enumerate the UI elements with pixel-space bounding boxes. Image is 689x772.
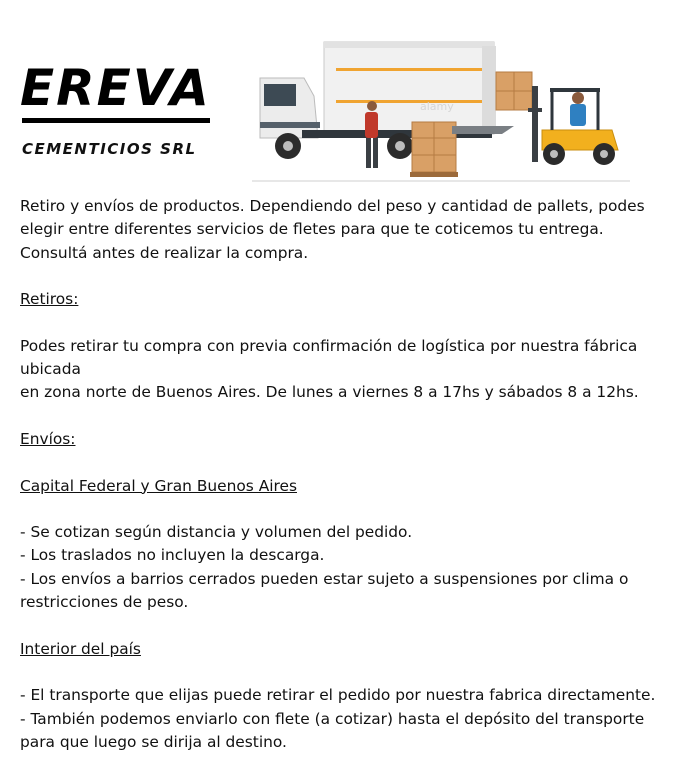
envios-heading: Envíos: <box>20 429 76 448</box>
retiros-heading: Retiros: <box>20 290 79 309</box>
document-body <box>20 195 660 754</box>
interior-item: - También podemos enviarlo con flete (a cotizar) hasta el depósito del transporte <box>20 709 645 728</box>
capital-item: - Los traslados no incluyen la descarga. <box>20 546 325 565</box>
intro-line: Retiro y envíos de productos. Dependiendo del peso y cantidad de pallets, podes <box>20 197 645 215</box>
capital-item: - Se cotizan según distancia y volumen del pedido. <box>20 523 413 542</box>
capital-item: - Los envíos a barrios cerrados pueden estar sujeto a suspensiones por clima o <box>20 569 629 588</box>
intro-line: elegir entre diferentes servicios de fletes para que te coticemos tu entrega. <box>20 220 604 239</box>
interior-item: para que luego se dirija al destino. <box>20 732 287 751</box>
brand-underline <box>22 118 210 123</box>
retiros-line: Podes retirar tu compra con previa confirmación de logística por nuestra fábrica <box>20 336 638 355</box>
interior-item: - El transporte que elijas puede retirar el pedido por nuestra fabrica directamente. <box>20 686 656 705</box>
truck-forklift-illustration <box>252 38 630 184</box>
retiros-line: en zona norte de Buenos Aires. De lunes a viernes 8 a 17hs y sábados 8 a 12hs. <box>20 383 639 402</box>
intro-line: Consultá antes de realizar la compra. <box>20 243 309 262</box>
brand-logo <box>20 59 211 158</box>
interior-heading: Interior del país <box>20 639 141 658</box>
brand-subtitle: CEMENTICIOS SRL <box>22 140 197 158</box>
brand-name: EREVA <box>20 59 211 117</box>
retiros-line: ubicada <box>20 360 81 379</box>
capital-item: restricciones de peso. <box>20 593 189 612</box>
capital-heading: Capital Federal y Gran Buenos Aires <box>20 476 297 495</box>
watermark-text: alamy <box>420 100 454 113</box>
